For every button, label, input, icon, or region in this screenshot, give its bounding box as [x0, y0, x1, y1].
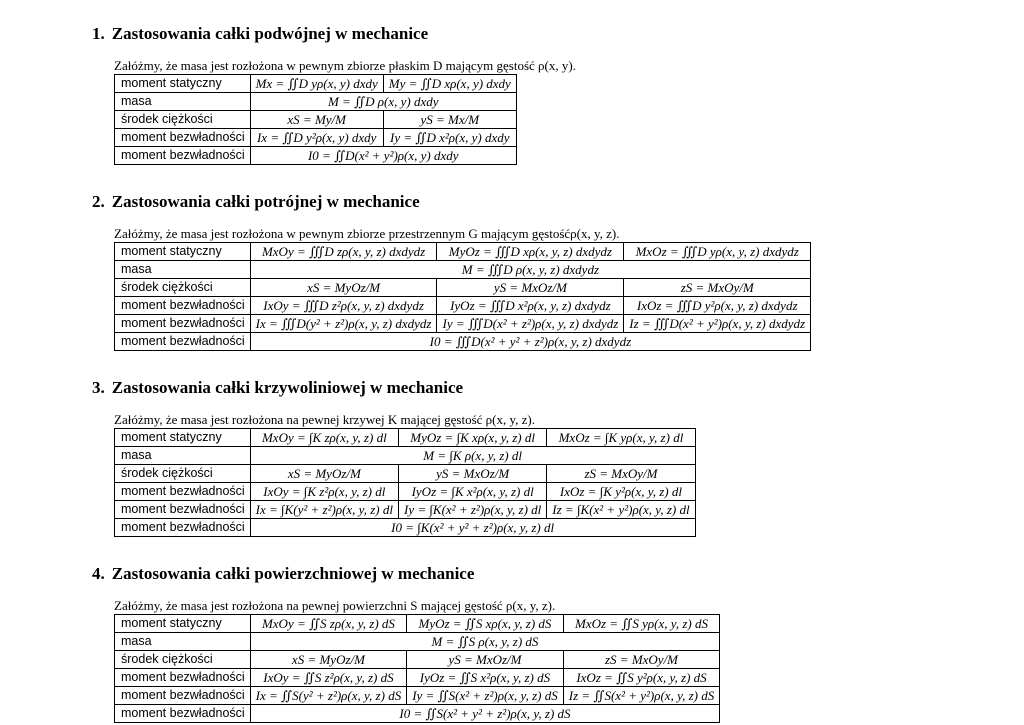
formula-cell: Ix = ∬S(y² + z²)ρ(x, y, z) dS [250, 687, 407, 705]
formula-cell: Iz = ∭D(x² + y²)ρ(x, y, z) dxdydz [624, 315, 811, 333]
formula-cell: Iy = ∬S(x² + z²)ρ(x, y, z) dS [407, 687, 564, 705]
formula-cell: IyOz = ∫K x²ρ(x, y, z) dl [398, 483, 546, 501]
formula-cell: IxOy = ∬S z²ρ(x, y, z) dS [250, 669, 407, 687]
row-label: moment bezwładności [115, 315, 251, 333]
formula-cell: Ix = ∭D(y² + z²)ρ(x, y, z) dxdydz [250, 315, 437, 333]
formula-cell: IxOz = ∬S y²ρ(x, y, z) dS [563, 669, 720, 687]
formula-cell: My = ∬D xρ(x, y) dxdy [383, 75, 516, 93]
formula-cell: MyOz = ∫K xρ(x, y, z) dl [398, 429, 546, 447]
section-heading: Zastosowania całki podwójnej w mechanice [111, 24, 429, 43]
row-label: moment bezwładności [115, 147, 251, 165]
row-label: masa [115, 261, 251, 279]
section-intro: Załóżmy, że masa jest rozłożona na pewnej powierzchni S mającej gęstość ρ(x, y, z). [114, 598, 556, 613]
table-row [115, 705, 720, 723]
formula-cell: IxOz = ∭D y²ρ(x, y, z) dxdydz [624, 297, 811, 315]
formula-cell: xS = MyOz/M [250, 465, 398, 483]
formula-cell: zS = MxOy/M [624, 279, 811, 297]
section-intro: Załóżmy, że masa jest rozłożona w pewnym zbiorze płaskim D mającym gęstość ρ(x, y). [114, 58, 576, 73]
table-row [115, 687, 720, 705]
row-label: środek ciężkości [115, 465, 251, 483]
row-label: moment bezwładności [115, 669, 251, 687]
section-number: 1. [92, 24, 105, 43]
formula-cell: xS = MyOz/M [250, 651, 407, 669]
formula-cell: Mx = ∬D yρ(x, y) dxdy [250, 75, 383, 93]
row-label: moment statyczny [115, 243, 251, 261]
section-triple-integral [92, 192, 806, 349]
formula-cell: MyOz = ∬S xρ(x, y, z) dS [407, 615, 564, 633]
row-label: moment bezwładności [115, 501, 251, 519]
table-row [115, 111, 517, 129]
formula-cell: MxOy = ∫K zρ(x, y, z) dl [250, 429, 398, 447]
table-row [115, 651, 720, 669]
formula-cell: M = ∬S ρ(x, y, z) dS [250, 633, 720, 651]
table-row [115, 315, 811, 333]
formula-cell: Iz = ∫K(x² + y²)ρ(x, y, z) dl [547, 501, 695, 519]
row-label: masa [115, 633, 251, 651]
formula-cell: IxOy = ∫K z²ρ(x, y, z) dl [250, 483, 398, 501]
formula-cell: zS = MxOy/M [547, 465, 695, 483]
formula-cell: yS = MxOz/M [437, 279, 624, 297]
section-title [92, 24, 428, 44]
table-row [115, 243, 811, 261]
table-row [115, 483, 696, 501]
formula-cell: I0 = ∬S(x² + y² + z²)ρ(x, y, z) dS [250, 705, 720, 723]
formula-cell: Iy = ∫K(x² + z²)ρ(x, y, z) dl [398, 501, 546, 519]
formula-cell: xS = MyOz/M [250, 279, 437, 297]
row-label: moment bezwładności [115, 519, 251, 537]
section-heading: Zastosowania całki powierzchniowej w mechanice [111, 564, 475, 583]
formula-cell: IyOz = ∬S x²ρ(x, y, z) dS [407, 669, 564, 687]
formula-cell: M = ∭D ρ(x, y, z) dxdydz [250, 261, 810, 279]
section-number: 3. [92, 378, 105, 397]
formula-cell: Iy = ∭D(x² + z²)ρ(x, y, z) dxdydz [437, 315, 624, 333]
section-number: 2. [92, 192, 105, 211]
formula-cell: MxOz = ∭D yρ(x, y, z) dxdydz [624, 243, 811, 261]
section-intro: Załóżmy, że masa jest rozłożona w pewnym zbiorze przestrzennym G mającym gęstośćρ(x, y, z). [114, 226, 620, 241]
table-row [115, 633, 720, 651]
formula-cell: yS = Mx/M [383, 111, 516, 129]
formula-table [114, 242, 811, 351]
row-label: środek ciężkości [115, 279, 251, 297]
table-row [115, 261, 811, 279]
row-label: środek ciężkości [115, 651, 251, 669]
formula-table [114, 614, 720, 723]
section-line-integral [92, 378, 690, 535]
formula-cell: MxOy = ∭D zρ(x, y, z) dxdydz [250, 243, 437, 261]
row-label: środek ciężkości [115, 111, 251, 129]
table-row [115, 147, 517, 165]
row-label: masa [115, 93, 251, 111]
formula-cell: MxOz = ∬S yρ(x, y, z) dS [563, 615, 720, 633]
row-label: moment statyczny [115, 429, 251, 447]
formula-cell: Ix = ∫K(y² + z²)ρ(x, y, z) dl [250, 501, 398, 519]
table-row [115, 519, 696, 537]
formula-cell: I0 = ∫K(x² + y² + z²)ρ(x, y, z) dl [250, 519, 695, 537]
section-number: 4. [92, 564, 105, 583]
table-row [115, 297, 811, 315]
formula-cell: Ix = ∬D y²ρ(x, y) dxdy [250, 129, 383, 147]
section-heading: Zastosowania całki potrójnej w mechanice [111, 192, 420, 211]
table-row [115, 93, 517, 111]
section-title [92, 564, 474, 584]
formula-cell: I0 = ∬D(x² + y²)ρ(x, y) dxdy [250, 147, 516, 165]
table-row [115, 279, 811, 297]
row-label: masa [115, 447, 251, 465]
formula-cell: xS = My/M [250, 111, 383, 129]
section-title [92, 192, 420, 212]
formula-table [114, 74, 517, 165]
table-row [115, 75, 517, 93]
row-label: moment bezwładności [115, 297, 251, 315]
formula-cell: IxOz = ∫K y²ρ(x, y, z) dl [547, 483, 695, 501]
table-row [115, 465, 696, 483]
table-row [115, 447, 696, 465]
row-label: moment bezwładności [115, 483, 251, 501]
formula-cell: Iy = ∬D x²ρ(x, y) dxdy [383, 129, 516, 147]
section-double-integral [92, 24, 576, 163]
table-row [115, 615, 720, 633]
table-row [115, 333, 811, 351]
formula-cell: MyOz = ∭D xρ(x, y, z) dxdydz [437, 243, 624, 261]
table-row [115, 129, 517, 147]
formula-cell: M = ∬D ρ(x, y) dxdy [250, 93, 516, 111]
formula-cell: IxOy = ∭D z²ρ(x, y, z) dxdydz [250, 297, 437, 315]
formula-cell: IyOz = ∭D x²ρ(x, y, z) dxdydz [437, 297, 624, 315]
formula-cell: MxOy = ∬S zρ(x, y, z) dS [250, 615, 407, 633]
table-row [115, 501, 696, 519]
row-label: moment bezwładności [115, 129, 251, 147]
row-label: moment bezwładności [115, 333, 251, 351]
table-row [115, 429, 696, 447]
formula-table [114, 428, 696, 537]
section-surface-integral [92, 564, 715, 721]
section-heading: Zastosowania całki krzywoliniowej w mechanice [111, 378, 464, 397]
formula-cell: Iz = ∬S(x² + y²)ρ(x, y, z) dS [563, 687, 720, 705]
row-label: moment bezwładności [115, 705, 251, 723]
formula-cell: yS = MxOz/M [398, 465, 546, 483]
row-label: moment statyczny [115, 615, 251, 633]
formula-cell: MxOz = ∫K yρ(x, y, z) dl [547, 429, 695, 447]
section-intro: Załóżmy, że masa jest rozłożona na pewnej krzywej K mającej gęstość ρ(x, y, z). [114, 412, 535, 427]
formula-cell: M = ∫K ρ(x, y, z) dl [250, 447, 695, 465]
section-title [92, 378, 463, 398]
table-row [115, 669, 720, 687]
formula-cell: I0 = ∭D(x² + y² + z²)ρ(x, y, z) dxdydz [250, 333, 810, 351]
formula-cell: yS = MxOz/M [407, 651, 564, 669]
row-label: moment bezwładności [115, 687, 251, 705]
formula-cell: zS = MxOy/M [563, 651, 720, 669]
row-label: moment statyczny [115, 75, 251, 93]
